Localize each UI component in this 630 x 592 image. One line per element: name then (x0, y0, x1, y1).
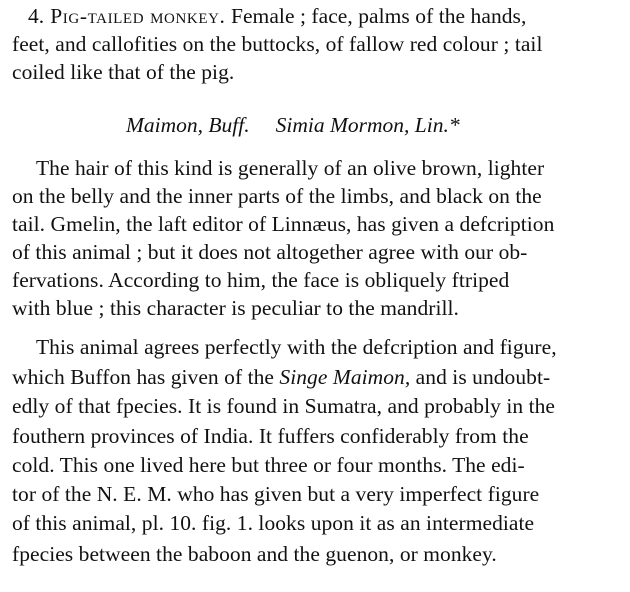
synonym-buffon: Maimon, Buff. (126, 113, 250, 137)
heading-line-1-text: Female ; face, palms of the hands, (230, 4, 527, 28)
paragraph-2-line-2-end: and is undoubt- (410, 365, 551, 389)
paragraph-2-line-4: fouthern provinces of India. It fuffers confiderably from the (12, 424, 529, 448)
paragraph-1-line-5: fervations. According to him, the face is obliquely ftriped (12, 268, 510, 292)
paragraph-2-line-2 (12, 364, 550, 390)
paragraph-1-line-6: with blue ; this character is peculiar to the mandrill. (12, 296, 459, 320)
paragraph-2-line-6: tor of the N. E. M. who has given but a very imperfect figure (12, 482, 540, 506)
paragraph-2-line-1: This animal agrees perfectly with the defcription and figure, (36, 335, 557, 359)
paragraph-2-line-2-start: which Buffon has given of the (12, 365, 280, 389)
synonymy-line (126, 112, 460, 138)
heading-line-1 (28, 3, 526, 29)
paragraph-2-line-3: edly of that fpecies. It is found in Sumatra, and probably in the (12, 394, 556, 418)
heading-line-2: feet, and callofities on the buttocks, of fallow red colour ; tail (12, 32, 543, 56)
entry-title: Pig-tailed monkey. (50, 4, 226, 28)
entry-number: 4. (28, 4, 45, 28)
paragraph-1-line-1: The hair of this kind is generally of an olive brown, lighter (36, 156, 545, 180)
paragraph-1-line-3: tail. Gmelin, the laft editor of Linnæus, has given a defcription (12, 212, 555, 236)
singe-maimon-title: Singe Maimon, (279, 365, 411, 389)
synonym-linnaeus: Simia Mormon, Lin.* (275, 113, 460, 137)
paragraph-2-line-5: cold. This one lived here but three or four months. The edi- (12, 453, 525, 477)
paragraph-1-line-4: of this animal ; but it does not altogether agree with our ob- (12, 240, 528, 264)
heading-line-3: coiled like that of the pig. (12, 60, 235, 84)
paragraph-1-line-2: on the belly and the inner parts of the limbs, and black on the (12, 184, 542, 208)
paragraph-2-line-7: of this animal, pl. 10. fig. 1. looks upon it as an intermediate (12, 511, 535, 535)
paragraph-2-line-8: fpecies between the baboon and the guenon, or monkey. (12, 542, 497, 566)
